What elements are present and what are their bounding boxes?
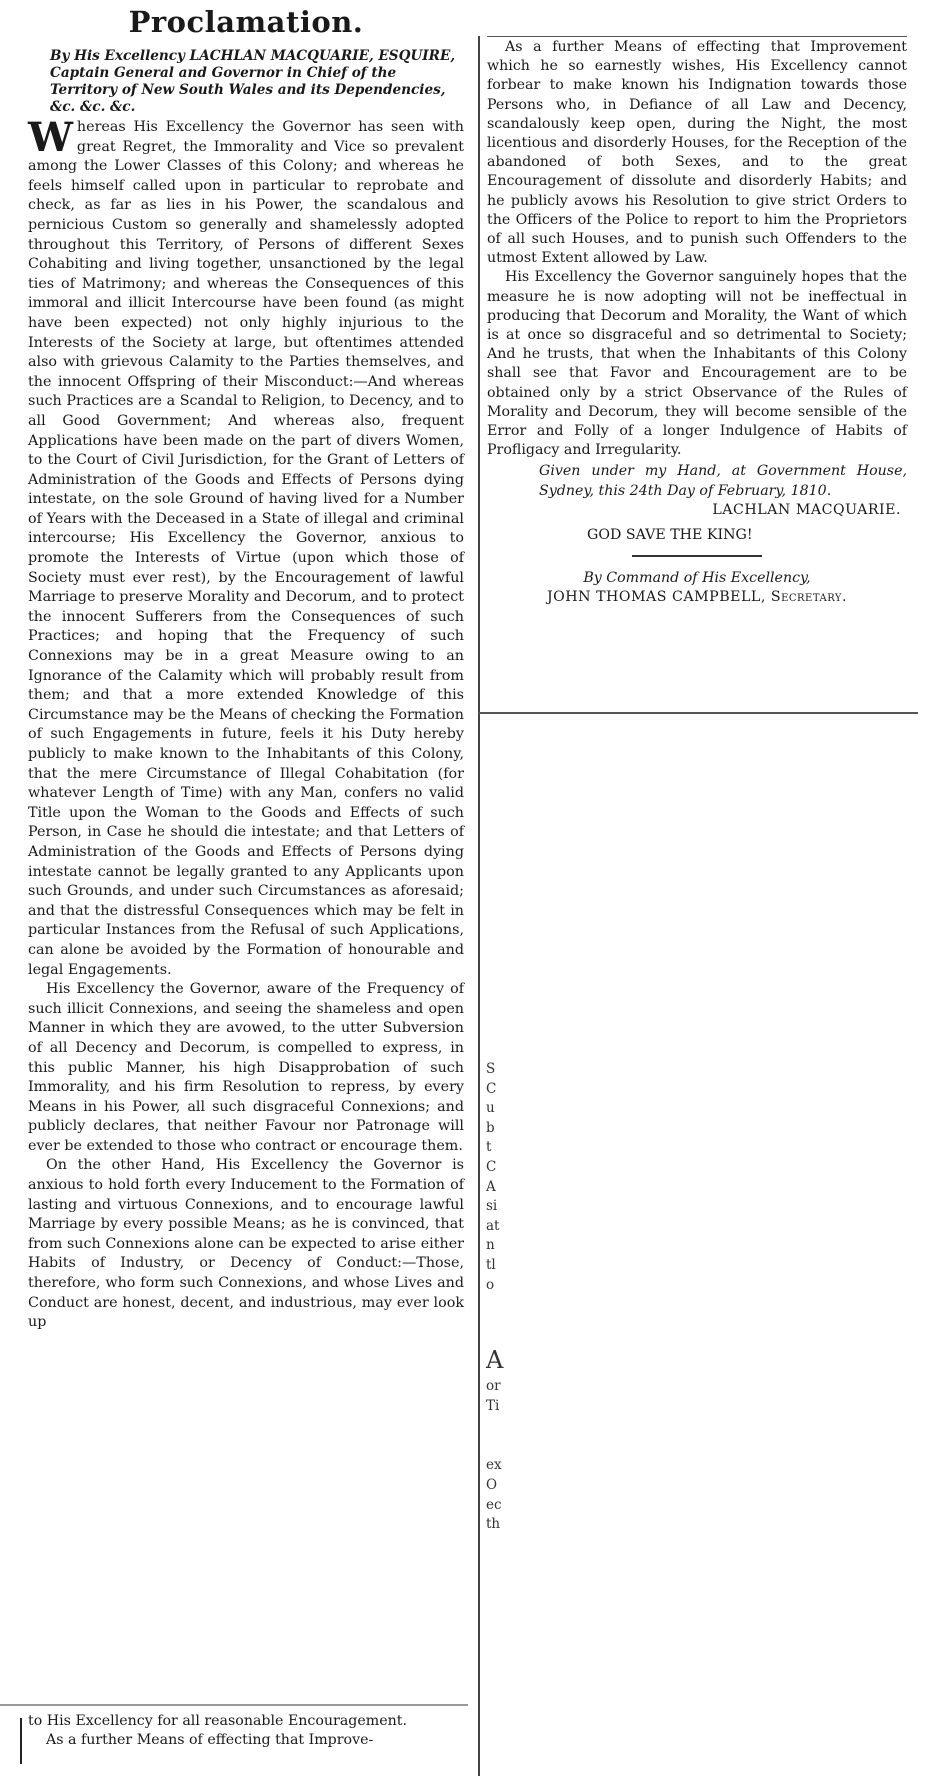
fragment: th [486,1516,501,1533]
fragment: b [486,1119,495,1136]
fragment: A [486,1178,496,1195]
fragment: Ti [486,1397,500,1414]
continuation-line: to His Excellency for all reasonable Encouragement. [28,1713,407,1729]
given-under-hand: Given under my Hand, at Government House, Sydney, this 24th Day of February, 1810. [539,463,907,499]
right-column-bottom-rule [478,712,918,714]
signoff-rule [632,555,762,557]
right-column-top-rule [487,36,907,37]
paragraph-hopes: His Excellency the Governor sanguinely hopes that the measure he is now adopting will not be ineffectual in producing that Decorum and Morality, the Want of which is at once so disgraceful and so detrimental to Society; And he trusts, that when the Inhabitants of this Colony shall see that Favor and Encouragement are to be obtained only by a strict Observance of the Rules of Morality and Decorum, they will become sensible of the Error and Folly of a longer Indulgence of Habits of Profligacy and Irregularity. [487,269,907,459]
fragment: or [486,1378,501,1395]
left-column [28,0,464,1333]
paragraph-disapprobation: His Excellency the Governor, aware of the Frequency of such illicit Connexions, and seeing the shameless and open Manner in which they are avowed, to the utter Subversion of all Decency and Decorum, is compelled to express, in this public Manner, his high Disapprobation of such Immorality, and his firm Resolution to repress, by every Means in his Power, all such disgraceful Connexions; and publicly declares, that neither Favour nor Patronage will ever be extended to those who contract or encourage them. [28,981,464,1154]
fragment: tl [486,1256,496,1273]
by-command: By Command of His Excellency, [583,570,811,587]
right-column [487,38,907,608]
fragment: O [486,1476,498,1493]
fragment: si [486,1198,498,1215]
clipping-divider [0,1704,468,1706]
fragment: u [486,1100,495,1117]
fragment: A [486,1346,504,1375]
paragraph-whereas-text: hereas His Excellency the Governor has seen with great Regret, the Immorality and Vice so prevalent among the Lower Classes of this Colony; and whereas he feels himself called upon in particular to reprobate and check, as far as lies in his Power, the scandalous and pernicious Custom so generally and shamelessly adopted throughout this Territory, of Persons of different Sexes Cohabiting and living together, unsanctioned by the legal ties of Matrimony; and whereas the Consequences of this immoral and illicit Intercourse have been found (as might have been expected) not only highly injurious to the Interests of the Society at large, but oftentimes attended also with grievous Calamity to the Parties themselves, and the innocent Offspring of their Misconduct:—And whereas such Practices are a Scandal to Religion, to Decency, and to all Good Government; And whereas also, frequent Applications have been made on the part of divers Women, to the Court of Civil Jurisdiction, for the Grant of Letters of Administration of the Goods and Effects of Persons dying intestate, on the sole Ground of having lived for a Number of Years with the Deceased in a State of illegal and criminal intercourse; His Excellency the Governor, anxious to promote the Interests of Virtue (upon which those of Society must ever rest), by the Encouragement of lawful Marriage to preserve Morality and Decorum, and to protect the innocent Sufferers from the Consequences of such Practices; and hoping that the Frequency of such Connexions may be in a great Measure owing to an Ignorance of the Calamity which will probably result from them; and that a more extended Knowledge of this Circumstance may be the Means of checking the Formation of such Engagements in future, feels it his Duty hereby publicly to make known to the Inhabitants of this Colony, that the mere Circumstance of Illegal Cohabitation (for whatever Length of Time) with any Man, confers no valid Title upon the Woman to the Goods and Effects of such Person, in Case he should die intestate; and that Letters of Administration of the Goods and Effects of Persons dying intestate cannot be legally granted to any Applicants upon such Grounds, and under such Circumstances as aforesaid; and that the distressful Consequences which may be felt in particular Instances from the Refusal of such Applications, can alone be avoided by the Formation of honourable and legal Engagements. [28,119,464,978]
paragraph-whereas [28,114,464,980]
fragment: ex [486,1457,502,1474]
paragraph-encouragement: On the other Hand, His Excellency the Governor is anxious to hold forth every Inducement to the Formation of lasting and virtuous Connexions, and to encourage lawful Marriage by every possible Means; as he is convinced, that from such Connexions alone can be expected to arise either Habits of Industry, or Decency of Conduct:—Those, therefore, who form such Connexions, and whose Lives and Conduct are honest, decent, and industrious, may ever look up [28,1157,464,1331]
clipping-margin-bar [20,1718,22,1764]
secretary-signature: JOHN THOMAS CAMPBELL, Secretary. [546,589,848,606]
paragraph-disorderly-houses: As a further Means of effecting that Improvement which he so earnestly wishes, His Excellency cannot forbear to make known his Indignation towards those Persons who, in Defiance of all Law and Decency, scandalously keep open, during the Night, the most licentious and disorderly Houses, for the Reception of the abandoned of both Sexes, and to the great Encouragement of dissolute and disorderly Habits; and he publicly avows his Resolution to give strict Orders to the Officers of the Police to report to him the Proprietors of all such Houses, and to punish such Offenders to the utmost Extent allowed by Law. [487,39,907,267]
drop-cap: W [28,114,73,161]
adjacent-column-fragments [486,1060,502,1535]
governor-signature: LACHLAN MACQUARIE. [712,501,901,518]
fragment: o [486,1276,495,1293]
fragment: C [486,1080,497,1097]
fragment: t [486,1139,492,1156]
fragment: C [486,1158,497,1175]
fragment-gap [486,1416,502,1456]
proclamation-title: Proclamation. [128,5,364,39]
byline: By His Excellency LACHLAN MACQUARIE, ESQUIRE, Captain General and Governor in Chief of the Territory of New South Wales and its Dependencies, &c. &c. &c. [50,48,456,115]
god-save-the-king: GOD SAVE THE KING! [587,527,753,544]
column-divider [478,36,480,1776]
fragment: ec [486,1496,502,1513]
fragment: at [486,1217,500,1234]
repeated-line: As a further Means of effecting that Improve- [46,1732,374,1749]
clipping-continuation [28,1712,464,1750]
fragment: S [486,1061,496,1077]
fragment: n [486,1237,495,1254]
